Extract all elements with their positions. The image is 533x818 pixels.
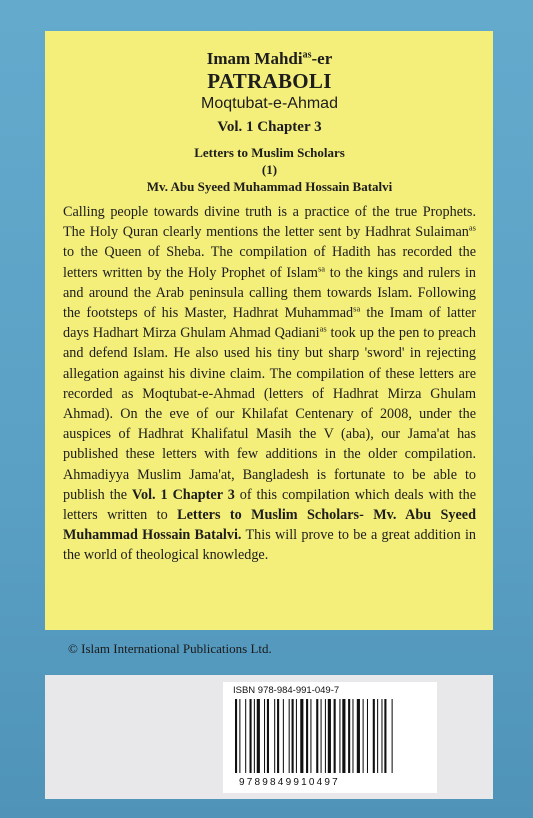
isbn-label: ISBN 978-984-991-049-7 — [233, 685, 340, 696]
book-title: PATRABOLI — [207, 68, 332, 93]
series-title: Imam Mahdi$^{as}$-er — [206, 49, 333, 68]
barcode-bars — [233, 699, 433, 779]
description-text: Calling people towards divine truth is a practice of the true Prophets. The Holy Quran clearly mentions the letter sent by Hadhrat Sulaiman$^{as}$ to the Queen of Sheba. The compilation of Hadith has recorded the letters written by the Holy Prophet of Islam$^{sa}$ to the kings and rulers in and around the Arab peninsula calling them towards Islam. Following the footsteps of his Master, Hadhrat Muhammad$^{sa}$ the Imam of latter days Hadhart Mirza Ghulam Ahmad Qadiani$^{as}$ took up the pen to preach and defend Islam. He also used his tiny but sharp 'sword' in rejecting allegation against his divine claim. The compilation of these letters are recorded as Moqtubat-e-Ahmad (letters of Hadhrat Mirza Ghulam Ahmad). On the eve of our Khilafat Centenary of 2008, under the auspices of Hadhrat Khalifatul Masih the V (aba), our Jama'at has published these letters with few additions in the older compilation. Ahmadiyya Muslim Jama'at, Bangladesh is fortunate to be able to publish the Vol. 1 Chapter 3 of this compilation which deals with the letters written to Letters to Muslim Scholars- Mv. Abu Syeed Muhammad Hossain Batalvi. This will prove to be a great addition in the world of theological knowledge. — [63, 204, 477, 564]
barcode-digits: 9789849910497 — [239, 777, 340, 788]
title-block — [63, 49, 476, 196]
chapter-heading — [63, 145, 476, 196]
recipient-name: Mv. Abu Syeed Muhammad Hossain Batalvi — [146, 179, 393, 195]
chapter-number: (1) — [261, 162, 278, 178]
letters-to-label: Letters to Muslim Scholars — [194, 145, 345, 161]
barcode-area — [45, 675, 493, 799]
volume-label: Vol. 1 Chapter 3 — [217, 119, 322, 136]
copyright-notice: © Islam International Publications Ltd. — [68, 641, 272, 656]
description-panel — [45, 31, 493, 630]
book-subtitle: Moqtubat-e-Ahmad — [201, 94, 338, 112]
